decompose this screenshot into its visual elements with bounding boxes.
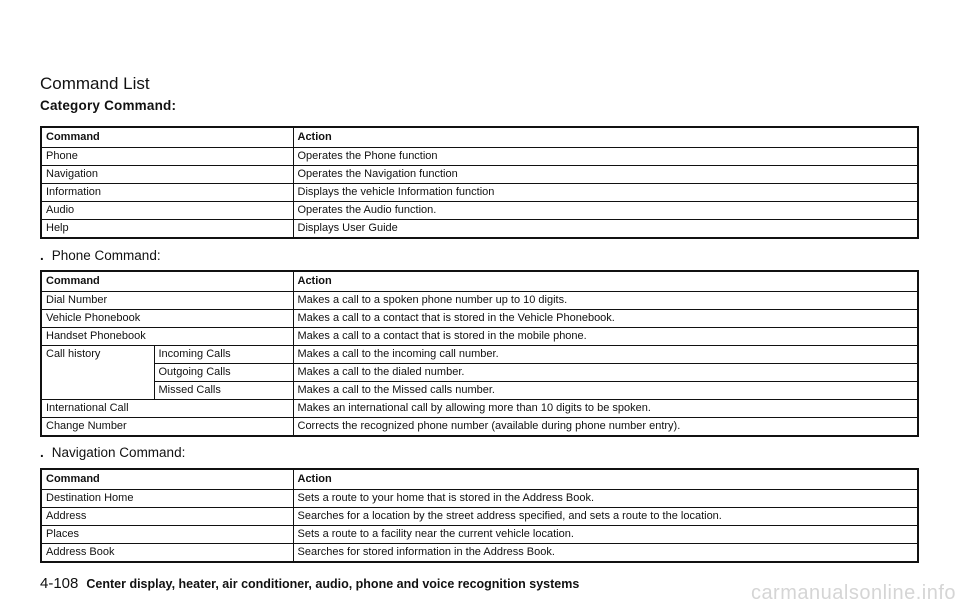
command-cell: Audio — [41, 202, 293, 220]
table-row — [41, 328, 918, 346]
command-cell: Address — [41, 508, 293, 526]
table-row — [41, 508, 918, 526]
action-cell: Makes an international call by allowing more than 10 digits to be spoken. — [293, 400, 918, 418]
action-cell: Sets a route to a facility near the current vehicle location. — [293, 526, 918, 544]
command-cell: Destination Home — [41, 490, 293, 508]
table-row — [41, 364, 918, 382]
column-header-command: Command — [41, 271, 293, 292]
phone-command-heading — [40, 248, 161, 263]
table-row — [41, 148, 918, 166]
table-header-row — [41, 469, 918, 490]
table-header-row — [41, 271, 918, 292]
table-row — [41, 346, 918, 364]
column-header-action: Action — [293, 271, 918, 292]
command-cell: Dial Number — [41, 292, 293, 310]
command-cell: Vehicle Phonebook — [41, 310, 293, 328]
bullet-icon: . — [40, 445, 44, 460]
column-header-command: Command — [41, 469, 293, 490]
command-cell: International Call — [41, 400, 293, 418]
table-row — [41, 310, 918, 328]
action-cell: Corrects the recognized phone number (available during phone number entry). — [293, 418, 918, 437]
action-cell: Operates the Phone function — [293, 148, 918, 166]
action-cell: Displays the vehicle Information function — [293, 184, 918, 202]
column-header-command: Command — [41, 127, 293, 148]
command-cell: Phone — [41, 148, 293, 166]
navigation-command-table — [40, 468, 919, 563]
subcommand-cell: Outgoing Calls — [154, 364, 293, 382]
navigation-command-heading — [40, 445, 185, 460]
subcommand-cell: Missed Calls — [154, 382, 293, 400]
command-cell: Information — [41, 184, 293, 202]
table-row — [41, 418, 918, 437]
category-command-heading: Category Command: — [40, 98, 177, 113]
action-cell: Makes a call to a contact that is stored in the mobile phone. — [293, 328, 918, 346]
table-row — [41, 166, 918, 184]
action-cell: Operates the Audio function. — [293, 202, 918, 220]
table-row — [41, 220, 918, 239]
action-cell: Makes a call to the incoming call number. — [293, 346, 918, 364]
action-cell: Sets a route to your home that is stored in the Address Book. — [293, 490, 918, 508]
table-row — [41, 184, 918, 202]
call-history-spacer — [41, 364, 154, 382]
table-row — [41, 382, 918, 400]
command-cell: Places — [41, 526, 293, 544]
column-header-action: Action — [293, 127, 918, 148]
subcommand-cell: Incoming Calls — [154, 346, 293, 364]
column-header-action: Action — [293, 469, 918, 490]
page-title: Command List — [40, 74, 150, 93]
category-command-table — [40, 126, 919, 239]
footer-title: Center display, heater, air conditioner, audio, phone and voice recognition systems — [86, 577, 580, 591]
command-cell: Handset Phonebook — [41, 328, 293, 346]
action-cell: Searches for a location by the street address specified, and sets a route to the location. — [293, 508, 918, 526]
watermark: carmanualsonline.info — [750, 582, 956, 604]
navigation-command-heading-label: Navigation Command: — [51, 445, 186, 460]
command-cell: Navigation — [41, 166, 293, 184]
call-history-spacer — [41, 382, 154, 400]
page-number: 4-108 — [40, 575, 79, 592]
command-cell: Address Book — [41, 544, 293, 563]
table-row — [41, 490, 918, 508]
table-row — [41, 400, 918, 418]
bullet-icon: . — [40, 248, 44, 263]
table-header-row — [41, 127, 918, 148]
command-cell: Change Number — [41, 418, 293, 437]
action-cell: Operates the Navigation function — [293, 166, 918, 184]
action-cell: Displays User Guide — [293, 220, 918, 239]
action-cell: Makes a call to a spoken phone number up to 10 digits. — [293, 292, 918, 310]
phone-command-table — [40, 270, 919, 437]
action-cell: Searches for stored information in the Address Book. — [293, 544, 918, 563]
page-footer — [40, 575, 579, 592]
table-row — [41, 292, 918, 310]
command-cell: Help — [41, 220, 293, 239]
phone-command-heading-label: Phone Command: — [51, 248, 161, 263]
table-row — [41, 544, 918, 563]
action-cell: Makes a call to the dialed number. — [293, 364, 918, 382]
call-history-cell: Call history — [41, 346, 154, 364]
table-row — [41, 202, 918, 220]
action-cell: Makes a call to a contact that is stored in the Vehicle Phonebook. — [293, 310, 918, 328]
table-row — [41, 526, 918, 544]
action-cell: Makes a call to the Missed calls number. — [293, 382, 918, 400]
